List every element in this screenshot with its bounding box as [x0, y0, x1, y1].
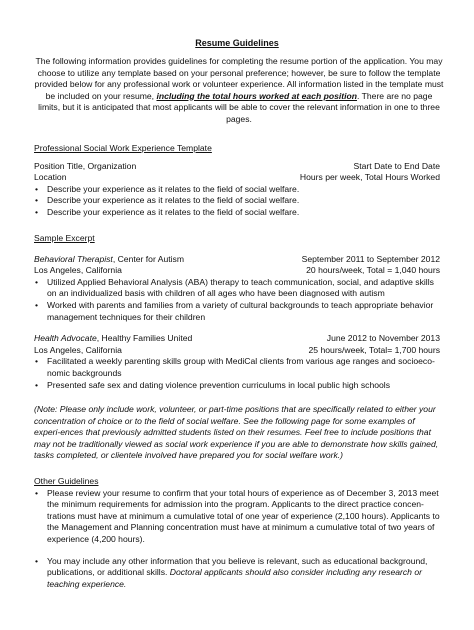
template-section: [34, 143, 440, 219]
template-bullet: • Describe your experience as it relates to the field of social welfare.: [34, 207, 440, 219]
sample-heading: Sample Excerpt: [34, 233, 95, 243]
intro-text-before: The following information provides guidelines for completing the resume portion of the application. You may choose to utilize any template based on your personal preference; however, be sure to follow the template provided below for any professional work or volunteer experience. All information listed in the template must be included on your resume,: [34, 56, 444, 101]
other-bullet-text: You may include any other information that you believe is relevant, such as educational background, publications, or additional skills.: [47, 555, 428, 578]
entry-dates: June 2012 to November 2013: [326, 333, 440, 344]
page-title: Resume Guidelines: [195, 38, 279, 48]
other-heading: Other Guidelines: [34, 476, 99, 486]
entry-location-row: [34, 265, 440, 277]
template-bullet: • Describe your experience as it relates to the field of social welfare.: [34, 184, 440, 196]
entry-bullet: • Worked with parents and families from a variety of cultural backgrounds to teach appropriate behavior management techniques for their children: [34, 300, 440, 323]
template-location: Location: [34, 172, 67, 183]
intro-paragraph: [34, 56, 444, 126]
entry-org: , Healthy Families United: [96, 333, 193, 344]
entry-location-row: [34, 345, 440, 357]
template-position-org: Position Title, Organization: [34, 160, 137, 171]
other-section: [34, 476, 440, 590]
entry-position: Behavioral Therapist: [34, 253, 113, 264]
template-dates: Start Date to End Date: [353, 160, 440, 171]
note-paragraph: (Note: Please only include work, volunteer, or part-time positions that are specifically related to either your concentration of choice or to the field of social welfare. See the following page for some examples of experi-ences that previously admitted students listed on their resumes. Feel free to include positions that may not be traditionally viewed as social work experience if you are able to demonstrate how skills gained, tasks completed, or clientele involved have prepared you for social welfare work.): [34, 404, 439, 461]
entry-org: , Center for Autism: [112, 253, 184, 264]
other-bullet: • Please review your resume to confirm that your total hours of experience as of December 3, 2013 meet the minimum requirements for admission into the program. Applicants to the direct practice concen-trations must have at minimum a cumulative total of one year of experience (2,100 hours). Applicants to the Management and Planning concentration must have at minimum a cumulative total of two years of experience (4,200 hours).: [34, 488, 440, 546]
intro-emphasis: including the total hours worked at each position: [156, 90, 358, 101]
sample-entry: [34, 333, 440, 391]
sample-section: [34, 233, 440, 391]
entry-bullet: • Facilitated a weekly parenting skills group with MediCal clients from various age ranges and socioeco-nomic backgrounds: [34, 356, 440, 379]
entry-hours: 25 hours/week, Total= 1,700 hours: [308, 344, 440, 355]
entry-location: Los Angeles, California: [34, 344, 122, 355]
entry-dates: September 2011 to September 2012: [301, 253, 440, 264]
entry-bullet: • Utilized Applied Behavioral Analysis (ABA) therapy to teach communication, social, and adaptive skills on an individualized basis with children of all ages who have been diagnosed with autism: [34, 277, 440, 300]
intro-text-after: . There are no page limits, but it is anticipated that most applicants will be able to cover the relevant information in one to three pages.: [38, 90, 440, 124]
other-bullet: [34, 556, 440, 591]
entry-title-row: [34, 254, 440, 266]
entry-hours: 20 hours/week, Total = 1,040 hours: [306, 265, 440, 276]
template-line2: [34, 172, 440, 184]
entry-bullet: • Presented safe sex and dating violence prevention curriculums in local public high schools: [34, 380, 440, 392]
entry-position: Health Advocate: [34, 333, 97, 344]
other-bullet-italic: Doctoral applicants should also consider including any research or teaching experience.: [47, 567, 422, 589]
sample-entry: [34, 254, 440, 324]
template-bullet: • Describe your experience as it relates to the field of social welfare.: [34, 195, 440, 207]
template-heading: Professional Social Work Experience Template: [34, 143, 212, 153]
template-hours: Hours per week, Total Hours Worked: [299, 172, 440, 183]
entry-title-row: [34, 333, 440, 345]
template-line1: [34, 161, 440, 173]
entry-location: Los Angeles, California: [34, 265, 122, 276]
